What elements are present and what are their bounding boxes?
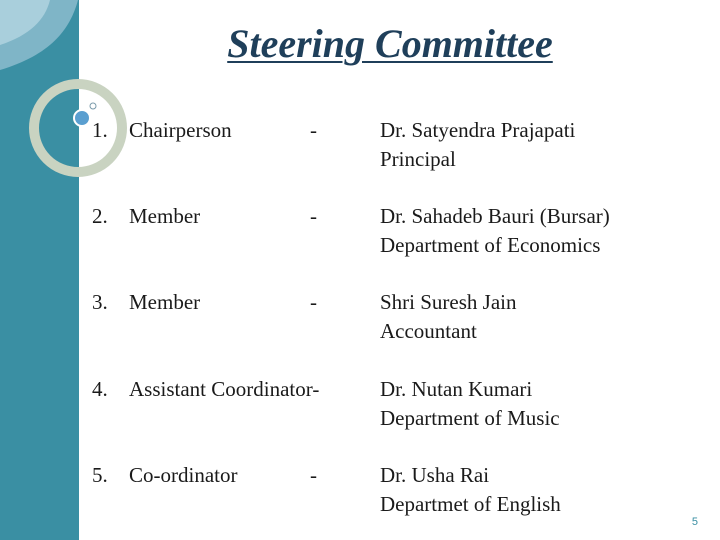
bullet-dot-small <box>90 103 96 109</box>
row-role: Member <box>129 204 201 228</box>
row-name: Dr. Satyendra Prajapati <box>380 118 576 142</box>
row-number: 2. <box>92 204 108 228</box>
row-name: Dr. Sahadeb Bauri (Bursar) <box>380 204 610 228</box>
row-number: 4. <box>92 377 108 401</box>
row-role: Member <box>129 290 201 314</box>
row-name: Shri Suresh Jain <box>380 290 517 314</box>
row-number: 5. <box>92 463 108 487</box>
row-department: Departmet of English <box>380 492 561 516</box>
decorative-corner-art <box>0 0 160 200</box>
decorative-ring <box>34 84 122 172</box>
page-title: Steering Committee <box>227 21 553 66</box>
row-department: Principal <box>380 147 456 171</box>
row-number: 1. <box>92 118 108 142</box>
row-dash: - <box>310 204 317 228</box>
row-department: Accountant <box>380 319 477 343</box>
row-role: Co-ordinator <box>129 463 238 487</box>
row-name: Dr. Nutan Kumari <box>380 377 533 401</box>
bullet-dot-large <box>74 110 90 126</box>
row-role: Assistant Coordinator- <box>129 377 320 401</box>
row-department: Department of Economics <box>380 233 601 257</box>
row-number: 3. <box>92 290 108 314</box>
row-dash: - <box>310 290 317 314</box>
row-name: Dr. Usha Rai <box>380 463 490 487</box>
row-role: Chairperson <box>129 118 232 142</box>
row-department: Department of Music <box>380 406 560 430</box>
row-dash: - <box>310 118 317 142</box>
row-dash: - <box>310 463 317 487</box>
page-number: 5 <box>691 516 698 528</box>
